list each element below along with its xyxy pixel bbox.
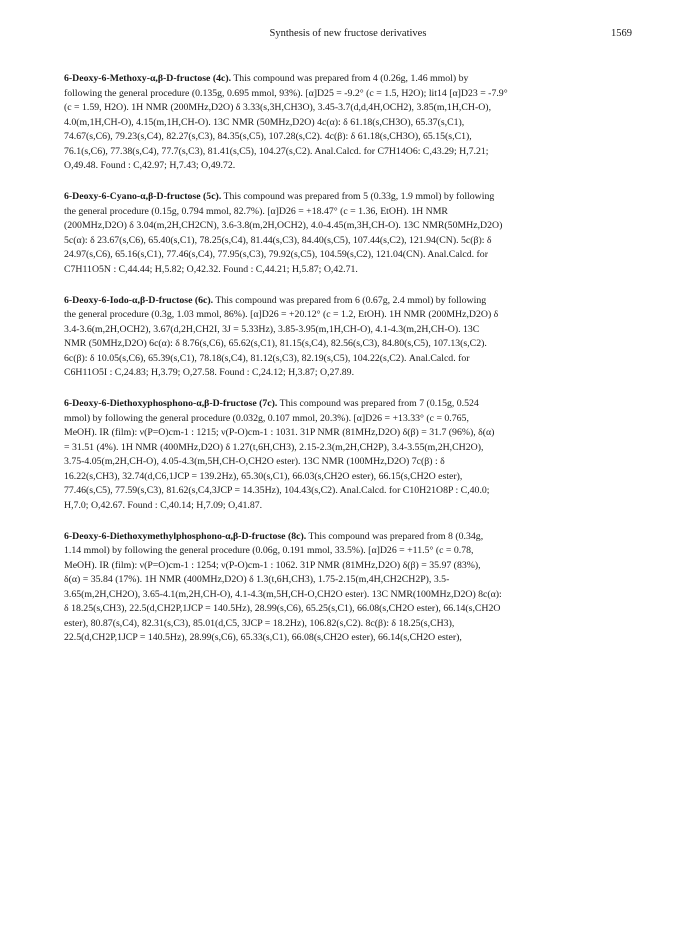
text-line: (200MHz,D2O) δ 3.04(m,2H,CH2CN), 3.6-3.8(m,2H,OCH2), 4.0-4.45(m,3H,CH-O). 13C NMR(50MHz,D2O) (64, 220, 503, 231)
text-line: MeOH). IR (film): ν(P=O)cm-1 : 1215; ν(P-O)cm-1 : 1031. 31P NMR (81MHz,D2O) δ(β) = 31.7 (96%), δ(α) (64, 427, 495, 438)
entry-heading: 6-Deoxy-6-Diethoxyphosphono-α,β-D-fructose (7c). (64, 398, 278, 409)
text-line: mmol) by following the general procedure (0.032g, 0.107 mmol, 20.3%). [α]D26 = +13.33° (c = 0.765, (64, 412, 469, 424)
text-line (64, 530, 632, 545)
text-line (64, 190, 632, 205)
text-line: δ(α) = 35.84 (17%). 1H NMR (400MHz,D2O) δ 1.3(t,6H,CH3), 1.75-2.15(m,4H,CH2CH2P), 3.5- (64, 574, 450, 585)
text-line: 77.46(s,C5), 77.59(s,C3), 81.62(s,C4,3JCP = 14.35Hz), 104.43(s,C2). Anal.Calcd. for C10H21O8P : C,40.0; (64, 485, 490, 496)
document-body (64, 72, 632, 662)
entry-text: This compound was prepared from 6 (0.67g, 2.4 mmol) by following (215, 294, 487, 306)
text-line (64, 294, 632, 309)
compound-entry-5c (64, 190, 632, 277)
text-line: ester), 80.87(s,C4), 82.31(s,C3), 85.01(d,C5, 3JCP = 18.2Hz), 106.82(s,C2). 8c(β): δ 18.25(s,CH3), (64, 617, 455, 629)
text-line (64, 397, 632, 412)
entry-heading: 6-Deoxy-6-Diethoxymethylphosphono-α,β-D-fructose (8c). (64, 530, 307, 542)
compound-entry-6c (64, 294, 632, 381)
text-line: 5c(α): δ 23.67(s,C6), 65.40(s,C1), 78.25(s,C4), 81.44(s,C3), 84.40(s,C5), 107.44(s,C2), 121.94(CN). 5c(β): δ (64, 234, 492, 246)
compound-entry-4c (64, 72, 632, 174)
text-line: C6H11O5I : C,24.83; H,3.79; O,27.58. Found : C,24.12; H,3.87; O,27.89. (64, 367, 355, 378)
text-line: NMR (50MHz,D2O) 6c(α): δ 8.76(s,C6), 65.62(s,C1), 81.15(s,C4), 82.56(s,C3), 84.80(s,C5), 107.13(s,C2). (64, 338, 487, 349)
entry-heading: 6-Deoxy-6-Cyano-α,β-D-fructose (5c). (64, 191, 222, 202)
entry-text: This compound was prepared from 7 (0.15g, 0.524 (279, 398, 479, 409)
text-line: 3.75-4.05(m,2H,CH-O), 4.05-4.3(m,5H,CH-O,CH2O ester). 13C NMR (100MHz,D2O) 7c(β) : δ (64, 456, 445, 467)
entry-text: This compound was prepared from 8 (0.34g, (308, 530, 484, 542)
text-line: 6c(β): δ 10.05(s,C6), 65.39(s,C1), 78.18(s,C4), 81.12(s,C3), 82.19(s,C5), 104.22(s,C2). Anal.Calcd. for (64, 352, 470, 364)
text-line: 4.0(m,1H,CH-O), 4.15(m,1H,CH-O). 13C NMR (50MHz,D2O) 4c(α): δ 61.18(s,CH3O), 65.37(s,C1), (64, 116, 465, 128)
text-line: 3.4-3.6(m,2H,OCH2), 3.67(d,2H,CH2I, 3J = 5.33Hz), 3.85-3.95(m,1H,CH-O), 4.1-4.3(m,2H,CH-O). 13C (64, 323, 480, 335)
running-title: Synthesis of new fructose derivatives (269, 28, 427, 39)
text-line: the general procedure (0.3g, 1.03 mmol, 86%). [α]D26 = +20.12° (c = 1.2, EtOH). 1H NMR (200MHz,D2O) δ (64, 309, 499, 320)
compound-entry-8c (64, 530, 632, 646)
text-line: (c = 1.59, H2O). 1H NMR (200MHz,D2O) δ 3.33(s,3H,CH3O), 3.45-3.7(d,d,4H,OCH2), 3.85(m,1H,CH-O), (64, 102, 492, 113)
compound-entry-7c (64, 397, 632, 513)
text-line: δ 18.25(s,CH3), 22.5(d,CH2P,1JCP = 140.5Hz), 28.99(s,C6), 65.25(s,C1), 66.08(s,CH2O ester), 66.14(s,CH2O (64, 603, 501, 614)
entry-text: This compound was prepared from 4 (0.26g, 1.46 mmol) by (233, 73, 469, 84)
text-line: 1.14 mmol) by following the general procedure (0.06g, 0.191 mmol, 33.5%). [α]D26 = +11.5° (c = 0.78, (64, 545, 474, 556)
text-line: 24.97(s,C6), 65.16(s,C1), 77.46(s,C4), 77.95(s,C3), 79.92(s,C5), 104.59(s,C2), 121.04(CN). Anal.Calcd. for (64, 249, 488, 260)
text-line: the general procedure (0.15g, 0.794 mmol, 82.7%). [α]D26 = +18.47° (c = 1.36, EtOH). 1H NMR (64, 205, 448, 217)
page-number: 1569 (611, 28, 632, 39)
text-line: 76.1(s,C6), 77.38(s,C4), 77.7(s,C3), 81.41(s,C5), 104.27(s,C2). Anal.Calcd. for C7H14O6: C,43.29; H,7.21; (64, 145, 489, 157)
text-line: 3.65(m,2H,CH2O), 3.65-4.1(m,2H,CH-O), 4.1-4.3(m,5H,CH-O,CH2O ester). 13C NMR(100MHz,D2O) 8c(α): (64, 588, 502, 600)
text-line: 16.22(s,CH3), 32.74(d,C6,1JCP = 139.2Hz), 65.30(s,C1), 66.03(s,CH2O ester), 66.15(s,CH2O ester), (64, 470, 463, 482)
entry-heading: 6-Deoxy-6-Iodo-α,β-D-fructose (6c). (64, 294, 214, 306)
text-line: O,49.48. Found : C,42.97; H,7.43; O,49.72. (64, 160, 236, 171)
text-line: C7H11O5N : C,44.44; H,5.82; O,42.32. Found : C,44.21; H,5.87; O,42.71. (64, 263, 358, 275)
text-line: 22.5(d,CH2P,1JCP = 140.5Hz), 28.99(s,C6), 65.33(s,C1), 66.08(s,CH2O ester), 66.14(s,CH2O ester), (64, 632, 462, 643)
text-line: H,7.0; O,42.67. Found : C,40.14; H,7.09; O,41.87. (64, 499, 263, 511)
text-line: MeOH). IR (film): ν(P=O)cm-1 : 1254; ν(P-O)cm-1 : 1062. 31P NMR (81MHz,D2O) δ(β) = 35.97 (83%), (64, 559, 481, 571)
text-line: = 31.51 (4%). 1H NMR (400MHz,D2O) δ 1.27(t,6H,CH3), 2.15-2.3(m,2H,CH2P), 3.4-3.55(m,2H,CH2O), (64, 441, 484, 453)
text-line: following the general procedure (0.135g, 0.695 mmol, 93%). [α]D25 = -9.2° (c = 1.5, H2O); lit14 [α]D23 = -7.9° (64, 87, 508, 99)
entry-text: This compound was prepared from 5 (0.33g, 1.9 mmol) by following (223, 191, 495, 202)
text-line (64, 72, 632, 87)
entry-heading: 6-Deoxy-6-Methoxy-α,β-D-fructose (4c). (64, 73, 232, 84)
text-line: 74.67(s,C6), 79.23(s,C4), 82.27(s,C3), 84.35(s,C5), 107.28(s,C2). 4c(β): δ 61.18(s,CH3O), 65.15(s,C1), (64, 131, 472, 142)
page-header (64, 28, 632, 44)
